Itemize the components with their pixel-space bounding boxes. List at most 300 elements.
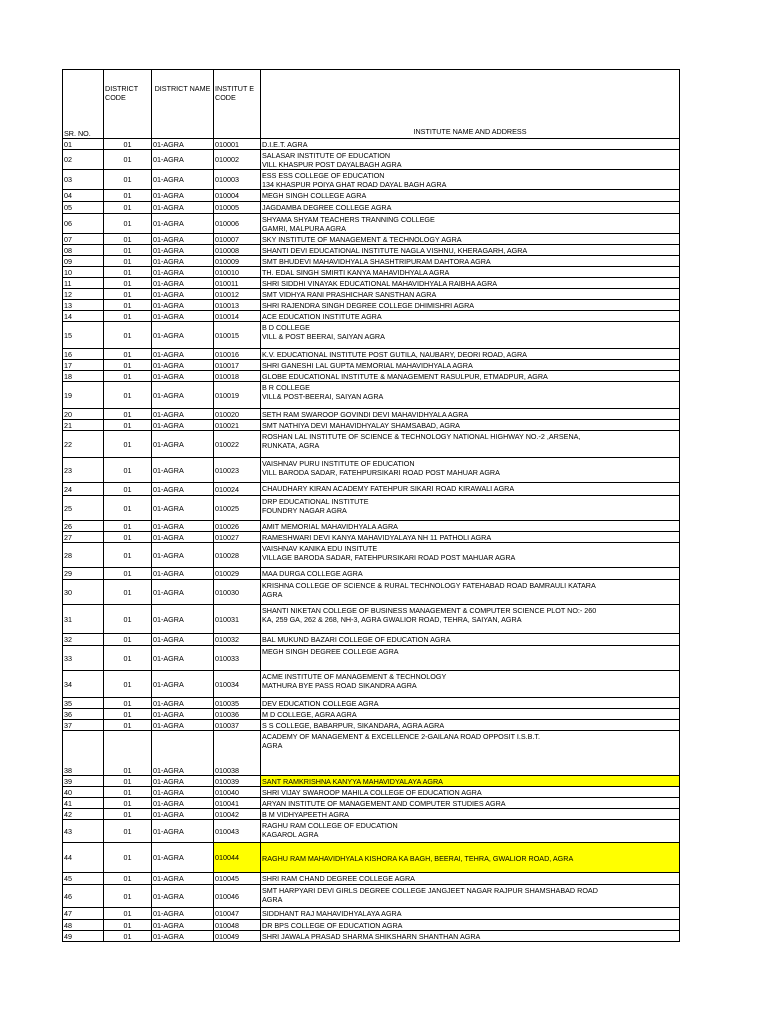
institute-name-line: JAGDAMBA DEGREE COLLEGE AGRA [262,203,392,212]
table-row [63,382,680,409]
table-row [63,820,680,843]
cell-district-code: 01 [104,382,152,409]
table-row [63,521,680,532]
institute-name-line: BAL MUKUND BAZARI COLLEGE OF EDUCATION AGRA [262,635,451,644]
cell-district-code: 01 [104,820,152,843]
cell-institute-name [261,483,680,496]
cell-district-code: 01 [104,234,152,245]
cell-district-code: 01 [104,920,152,931]
cell-district-name: 01-AGRA [152,532,214,543]
cell-district-name: 01-AGRA [152,139,214,150]
cell-sr-no: 18 [63,371,104,382]
cell-institute-name [261,256,680,267]
cell-institute-code: 010043 [214,820,261,843]
cell-institute-code: 010039 [214,776,261,787]
institute-name-line: ACME INSTITUTE OF MANAGEMENT & TECHNOLOGY [262,672,447,681]
institute-name-line: SHRI RAJENDRA SINGH DEGREE COLLEGE DHIMISHRI AGRA [262,301,475,310]
institute-name-line: K.V. EDUCATIONAL INSTITUTE POST GUTILA, NAUBARY, DEORI ROAD, AGRA [262,350,527,359]
cell-district-code: 01 [104,580,152,605]
cell-sr-no: 27 [63,532,104,543]
table-row [63,150,680,170]
cell-district-name: 01-AGRA [152,646,214,671]
cell-district-name: 01-AGRA [152,605,214,634]
cell-sr-no: 25 [63,496,104,521]
cell-district-code: 01 [104,483,152,496]
cell-institute-code: 010015 [214,322,261,349]
cell-institute-code: 010026 [214,521,261,532]
cell-institute-code: 010036 [214,709,261,720]
cell-district-name: 01-AGRA [152,170,214,190]
cell-sr-no: 17 [63,360,104,371]
cell-institute-name [261,709,680,720]
header-district-code: DISTRICT CODE [104,70,152,139]
cell-institute-name [261,190,680,202]
cell-sr-no: 10 [63,267,104,278]
cell-sr-no: 28 [63,543,104,568]
cell-sr-no: 35 [63,698,104,709]
table-row [63,349,680,360]
institute-name-line: AMIT MEMORIAL MAHAVIDHYALA AGRA [262,522,398,531]
institute-address-line: KA, 259 GA, 262 & 268, NH-3, AGRA GWALIOR ROAD, TEHRA, SAIYAN, AGRA [262,615,522,624]
cell-institute-code: 010047 [214,908,261,920]
cell-sr-no: 40 [63,787,104,798]
cell-institute-name [261,322,680,349]
cell-institute-code: 010040 [214,787,261,798]
cell-institute-name [261,543,680,568]
table-row [63,843,680,873]
cell-institute-name [261,634,680,646]
cell-district-name: 01-AGRA [152,278,214,289]
institute-address-line: 134 KHASPUR POIYA GHAT ROAD DAYAL BAGH AGRA [262,180,447,189]
institute-name-line: SALASAR INSTITUTE OF EDUCATION [262,151,391,160]
institute-name-line: SANT RAMKRISHNA KANYYA MAHAVIDYALAYA AGRA [262,777,443,786]
cell-district-name: 01-AGRA [152,634,214,646]
cell-district-name: 01-AGRA [152,671,214,698]
institute-address-line: KAGAROL AGRA [262,830,319,839]
cell-district-code: 01 [104,150,152,170]
cell-institute-name [261,245,680,256]
cell-district-code: 01 [104,496,152,521]
cell-institute-name [261,920,680,931]
institute-name-line: SHRI GANESHI LAL GUPTA MEMORIAL MAHAVIDHYALA AGRA [262,361,473,370]
cell-district-name: 01-AGRA [152,483,214,496]
table-row [63,809,680,820]
cell-district-name: 01-AGRA [152,289,214,300]
cell-district-code: 01 [104,787,152,798]
table-row [63,267,680,278]
cell-sr-no: 14 [63,311,104,322]
cell-institute-code: 010049 [214,931,261,942]
cell-district-code: 01 [104,671,152,698]
cell-institute-code: 010046 [214,885,261,908]
table-row [63,256,680,267]
cell-district-code: 01 [104,873,152,885]
institute-name-line: VAISHNAV KANIKA EDU INSITUTE [262,544,378,553]
cell-district-name: 01-AGRA [152,458,214,483]
cell-institute-name [261,349,680,360]
cell-institute-code: 010014 [214,311,261,322]
cell-sr-no: 48 [63,920,104,931]
cell-district-code: 01 [104,698,152,709]
cell-district-code: 01 [104,458,152,483]
cell-sr-no: 20 [63,409,104,420]
cell-institute-code: 010011 [214,278,261,289]
cell-district-code: 01 [104,843,152,873]
cell-institute-code: 010001 [214,139,261,150]
cell-institute-code: 010030 [214,580,261,605]
institute-name-line: CHAUDHARY KIRAN ACADEMY FATEHPUR SIKARI ROAD KIRAWALI AGRA [262,484,515,493]
table-row [63,139,680,150]
cell-institute-name [261,382,680,409]
institute-name-line: B D COLLEGE [262,323,310,332]
cell-district-name: 01-AGRA [152,214,214,234]
cell-sr-no: 36 [63,709,104,720]
cell-district-name: 01-AGRA [152,798,214,809]
cell-district-code: 01 [104,170,152,190]
institute-name-line: ROSHAN LAL INSTITUTE OF SCIENCE & TECHNOLOGY NATIONAL HIGHWAY NO.-2 ,ARSENA, [262,432,581,441]
cell-institute-code: 010037 [214,720,261,731]
cell-sr-no: 19 [63,382,104,409]
cell-district-code: 01 [104,289,152,300]
cell-sr-no: 22 [63,431,104,458]
cell-institute-name [261,278,680,289]
institute-name-line: D.I.E.T. AGRA [262,140,308,149]
institute-name-line: SMT BHUDEVI MAHAVIDHYALA SHASHTRIPURAM DAHTORA AGRA [262,257,491,266]
institute-address-line: GAMRI, MALPURA AGRA [262,224,346,233]
table-row [63,568,680,580]
cell-institute-code: 010025 [214,496,261,521]
cell-institute-code: 010019 [214,382,261,409]
cell-institute-code: 010003 [214,170,261,190]
cell-sr-no: 30 [63,580,104,605]
table-row [63,234,680,245]
cell-institute-name [261,885,680,908]
institute-name-line: S S COLLEGE, BABARPUR, SIKANDARA, AGRA AGRA [262,721,445,730]
cell-district-name: 01-AGRA [152,349,214,360]
cell-district-name: 01-AGRA [152,580,214,605]
table-row [63,483,680,496]
cell-district-code: 01 [104,931,152,942]
cell-district-code: 01 [104,720,152,731]
cell-sr-no: 43 [63,820,104,843]
table-row [63,458,680,483]
cell-sr-no: 04 [63,190,104,202]
cell-district-code: 01 [104,532,152,543]
institute-name-line: SHRI VIJAY SWAROOP MAHILA COLLEGE OF EDUCATION AGRA [262,788,482,797]
cell-district-name: 01-AGRA [152,234,214,245]
cell-institute-name [261,371,680,382]
cell-district-name: 01-AGRA [152,521,214,532]
cell-district-name: 01-AGRA [152,371,214,382]
cell-district-name: 01-AGRA [152,382,214,409]
cell-institute-name [261,731,680,776]
cell-sr-no: 47 [63,908,104,920]
cell-district-code: 01 [104,568,152,580]
table-row [63,720,680,731]
cell-institute-code: 010008 [214,245,261,256]
institute-address-line: VILL & POST BEERAI, SAIYAN AGRA [262,332,385,341]
cell-institute-name [261,234,680,245]
cell-institute-code: 010024 [214,483,261,496]
cell-district-code: 01 [104,431,152,458]
institute-name-line: VAISHNAV PURU INSTITUTE OF EDUCATION [262,459,415,468]
institute-address-line: VILLAGE BARODA SADAR, FATEHPURSIKARI ROAD POST MAHUAR AGRA [262,553,516,562]
cell-district-code: 01 [104,360,152,371]
cell-district-code: 01 [104,543,152,568]
institute-name-line: SHRI JAWALA PRASAD SHARMA SHIKSHARN SHANTHAN AGRA [262,932,481,941]
cell-institute-code: 010005 [214,202,261,214]
cell-sr-no: 45 [63,873,104,885]
cell-sr-no: 15 [63,322,104,349]
cell-institute-name [261,908,680,920]
institute-name-line: DEV EDUCATION COLLEGE AGRA [262,699,379,708]
institute-name-line: ARYAN INSTITUTE OF MANAGEMENT AND COMPUTER STUDIES AGRA [262,799,506,808]
cell-district-code: 01 [104,245,152,256]
table-row [63,634,680,646]
cell-sr-no: 02 [63,150,104,170]
institute-name-line: MAA DURGA COLLEGE AGRA [262,569,363,578]
cell-sr-no: 32 [63,634,104,646]
institute-name-line: SIDDHANT RAJ MAHAVIDHYALAYA AGRA [262,909,402,918]
cell-district-code: 01 [104,256,152,267]
cell-institute-name [261,202,680,214]
institute-name-line: RAMESHWARI DEVI KANYA MAHAVIDYALAYA NH 11 PATHOLI AGRA [262,533,492,542]
cell-institute-code: 010038 [214,731,261,776]
institute-address-line: AGRA [262,895,283,904]
cell-district-code: 01 [104,349,152,360]
cell-district-name: 01-AGRA [152,908,214,920]
institute-address-line: VILL KHASPUR POST DAYALBAGH AGRA [262,160,402,169]
table-row [63,931,680,942]
table-row [63,289,680,300]
institute-address-line: FOUNDRY NAGAR AGRA [262,506,347,515]
cell-district-code: 01 [104,278,152,289]
cell-institute-name [261,139,680,150]
institute-name-line: RAGHU RAM COLLEGE OF EDUCATION [262,821,398,830]
table-row [63,311,680,322]
cell-district-name: 01-AGRA [152,809,214,820]
cell-district-code: 01 [104,202,152,214]
cell-sr-no: 42 [63,809,104,820]
institute-table [62,69,680,942]
cell-sr-no: 16 [63,349,104,360]
institute-name-line: SMT VIDHYA RANI PRASHICHAR SANSTHAN AGRA [262,290,437,299]
cell-institute-name [261,289,680,300]
institute-name-line: ACADEMY OF MANAGEMENT & EXCELLENCE 2-GAILANA ROAD OPPOSIT I.S.B.T. [262,732,540,741]
cell-institute-code: 010007 [214,234,261,245]
table-row [63,245,680,256]
cell-institute-name [261,311,680,322]
cell-sr-no: 41 [63,798,104,809]
cell-institute-code: 010013 [214,300,261,311]
cell-district-name: 01-AGRA [152,409,214,420]
cell-sr-no: 33 [63,646,104,671]
table-row [63,322,680,349]
table-row [63,873,680,885]
table-row [63,170,680,190]
cell-district-code: 01 [104,371,152,382]
cell-district-code: 01 [104,908,152,920]
cell-institute-code: 010021 [214,420,261,431]
cell-sr-no: 13 [63,300,104,311]
table-row [63,214,680,234]
cell-district-name: 01-AGRA [152,885,214,908]
institute-name-line: ESS ESS COLLEGE OF EDUCATION [262,171,385,180]
cell-district-name: 01-AGRA [152,311,214,322]
cell-institute-code: 010032 [214,634,261,646]
cell-district-name: 01-AGRA [152,776,214,787]
cell-institute-code: 010035 [214,698,261,709]
cell-institute-code: 010048 [214,920,261,931]
cell-institute-name [261,820,680,843]
cell-district-code: 01 [104,300,152,311]
table-row [63,532,680,543]
cell-institute-name [261,787,680,798]
table-row [63,543,680,568]
institute-name-line: SHRI RAM CHAND DEGREE COLLEGE AGRA [262,874,415,883]
table-row [63,371,680,382]
cell-institute-code: 010010 [214,267,261,278]
cell-district-code: 01 [104,409,152,420]
table-row [63,409,680,420]
cell-district-name: 01-AGRA [152,267,214,278]
cell-sr-no: 46 [63,885,104,908]
header-row [63,70,680,139]
cell-institute-code: 010031 [214,605,261,634]
table-row [63,920,680,931]
cell-district-name: 01-AGRA [152,256,214,267]
table-row [63,908,680,920]
cell-district-name: 01-AGRA [152,698,214,709]
cell-institute-name [261,568,680,580]
table-row [63,605,680,634]
institute-name-line: SMT HARPYARI DEVI GIRLS DEGREE COLLEGE JANGJEET NAGAR RAJPUR SHAMSHABAD ROAD [262,886,598,895]
cell-district-name: 01-AGRA [152,843,214,873]
table-row [63,709,680,720]
cell-district-name: 01-AGRA [152,322,214,349]
institute-address-line: AGRA [262,590,283,599]
table-row [63,798,680,809]
cell-institute-name [261,496,680,521]
institute-name-line: DR BPS COLLEGE OF EDUCATION AGRA [262,921,403,930]
cell-institute-name [261,605,680,634]
cell-institute-name [261,809,680,820]
cell-district-code: 01 [104,885,152,908]
cell-institute-code: 010012 [214,289,261,300]
cell-district-name: 01-AGRA [152,568,214,580]
cell-district-code: 01 [104,214,152,234]
table-row [63,698,680,709]
cell-sr-no: 05 [63,202,104,214]
cell-institute-code: 010027 [214,532,261,543]
table-row [63,671,680,698]
cell-sr-no: 34 [63,671,104,698]
table-row [63,190,680,202]
cell-institute-name [261,776,680,787]
header-institute-name: INSTITUTE NAME AND ADDRESS [261,70,680,139]
cell-institute-code: 010017 [214,360,261,371]
institute-address-line: RUNKATA, AGRA [262,441,320,450]
cell-institute-code: 010034 [214,671,261,698]
cell-institute-code: 010006 [214,214,261,234]
cell-institute-name [261,843,680,873]
table-row [63,885,680,908]
cell-district-name: 01-AGRA [152,300,214,311]
table-row [63,278,680,289]
cell-district-code: 01 [104,322,152,349]
table-row [63,202,680,214]
cell-district-code: 01 [104,709,152,720]
cell-district-name: 01-AGRA [152,431,214,458]
cell-institute-name [261,300,680,311]
cell-sr-no: 06 [63,214,104,234]
cell-sr-no: 37 [63,720,104,731]
cell-institute-name [261,798,680,809]
cell-district-name: 01-AGRA [152,720,214,731]
cell-district-name: 01-AGRA [152,543,214,568]
cell-district-code: 01 [104,776,152,787]
table-row [63,776,680,787]
cell-institute-name [261,431,680,458]
cell-district-code: 01 [104,646,152,671]
institute-name-line: DRP EDUCATIONAL INSTITUTE [262,497,369,506]
institute-name-line: B M VIDHYAPEETH AGRA [262,810,349,819]
table-row [63,496,680,521]
cell-sr-no: 23 [63,458,104,483]
cell-institute-name [261,150,680,170]
cell-institute-name [261,873,680,885]
cell-sr-no: 08 [63,245,104,256]
institute-name-line: SHRI SIDDHI VINAYAK EDUCATIONAL MAHAVIDHYALA RAIBHA AGRA [262,279,498,288]
institute-address-line: MATHURA BYE PASS ROAD SIKANDRA AGRA [262,681,417,690]
institute-name-line: TH. EDAL SINGH SMIRTI KANYA MAHAVIDHYALA AGRA [262,268,450,277]
cell-district-name: 01-AGRA [152,820,214,843]
cell-institute-code: 010029 [214,568,261,580]
institute-name-line: SHANTI NIKETAN COLLEGE OF BUSINESS MANAGEMENT & COMPUTER SCIENCE PLOT NO:- 260 [262,606,597,615]
table-row [63,580,680,605]
institute-address-line: VILL BARODA SADAR, FATEHPURSIKARI ROAD POST MAHUAR AGRA [262,468,500,477]
institute-name-line: SHANTI DEVI EDUCATIONAL INSTITUTE NAGLA VISHNU, KHERAGARH, AGRA [262,246,528,255]
cell-district-code: 01 [104,798,152,809]
table-row [63,731,680,776]
cell-sr-no: 29 [63,568,104,580]
cell-district-name: 01-AGRA [152,202,214,214]
cell-district-name: 01-AGRA [152,873,214,885]
institute-name-line: ACE EDUCATION INSTITUTE AGRA [262,312,382,321]
cell-institute-code: 010041 [214,798,261,809]
cell-institute-name [261,720,680,731]
cell-institute-name [261,580,680,605]
cell-institute-name [261,170,680,190]
cell-institute-name [261,646,680,671]
cell-district-name: 01-AGRA [152,709,214,720]
table-row [63,431,680,458]
cell-sr-no: 49 [63,931,104,942]
cell-district-name: 01-AGRA [152,496,214,521]
cell-institute-name [261,214,680,234]
table-row [63,300,680,311]
cell-institute-name [261,532,680,543]
cell-district-name: 01-AGRA [152,245,214,256]
institute-name-line: SMT NATHIYA DEVI MAHAVIDHYALAY SHAMSABAD, AGRA [262,421,460,430]
cell-sr-no: 12 [63,289,104,300]
header-district-name: DISTRICT NAME [152,70,214,139]
table-row [63,787,680,798]
institute-address-line: VILL& POST-BEERAI, SAIYAN AGRA [262,392,384,401]
cell-institute-code: 010020 [214,409,261,420]
cell-institute-name [261,931,680,942]
table-row [63,420,680,431]
